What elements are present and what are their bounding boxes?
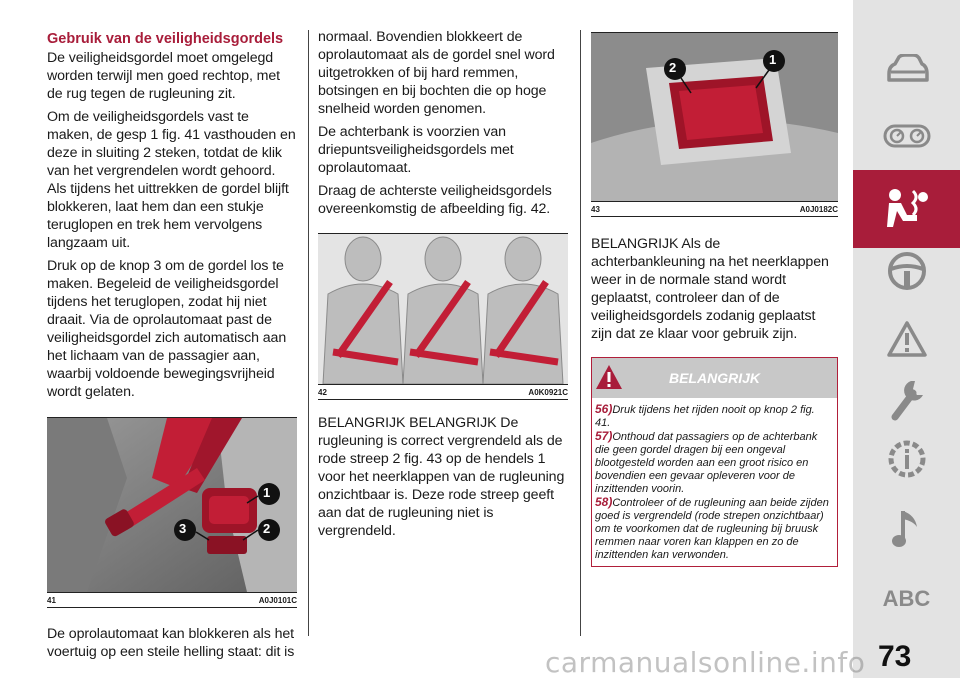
paragraph: Druk op de knop 3 om de gordel los te maken. Begeleid de veiligheidsgordel tijdens het teruglopen, zodat hij niet draait. Via de oprolautomaat past de veiligheidsgordel zich automatisch aan het lichaam van de passagier aan, waarbij voldoende bewegingsvrijheid wordt gelaten. — [47, 258, 287, 400]
steering-wheel-icon[interactable] — [853, 232, 960, 310]
figure-41 — [47, 417, 297, 608]
figure-marker-2: 2 — [263, 521, 271, 536]
figure-caption — [47, 592, 297, 607]
column-2 — [318, 28, 568, 545]
warning-header — [592, 358, 837, 398]
paragraph: normaal. Bovendien blokkeert de oprolautomaat als de gordel snel word uitgetrokken of bij hard remmen, botsingen en bij bochten die op hoge snelheid worden genomen. — [318, 29, 555, 117]
paragraph: Om de veiligheidsgordels vast te maken, de gesp 1 fig. 41 vasthouden en deze in sluiting 2 steken, totdat de klik van het vergrendelen wordt gehoord. Als tijdens het uittrekken de gordel blijft blokkeren, laat hem dan een stukje teruglopen en trek hem vervolgens langzaam uit. — [47, 109, 296, 251]
warning-body — [592, 398, 837, 566]
figure-number: 42 — [318, 388, 327, 397]
figure-43 — [591, 32, 838, 217]
paragraph: De oprolautomaat kan blokkeren als het voertuig op een steile helling staat: dit is — [47, 626, 295, 660]
figure-number: 41 — [47, 596, 56, 605]
page-number: 73 — [878, 640, 912, 673]
paragraph: De achterbank is voorzien van driepuntsveiligheidsgordels met oprolautomaat. — [318, 124, 514, 176]
chapter-sidebar — [853, 0, 960, 678]
watermark: carmanualsonline.info — [545, 646, 866, 678]
paragraph: Draag de achterste veiligheidsgordels overeenkomstig de afbeelding fig. 42. — [318, 183, 552, 217]
music-note-icon[interactable] — [853, 490, 960, 568]
figure-code: A0J0101C — [258, 596, 297, 605]
seatbelt-buckle-image — [47, 418, 297, 592]
paragraph: BELANGRIJK Als de achterbankleuning na het neerklappen weer in de normale stand wordt geplaatst, controleer dan of de veiligheidsgordels zodanig geplaatst zijn dat ze klaar voor gebruik zijn. — [591, 236, 829, 342]
figure-42 — [318, 233, 568, 400]
figure-code: A0K0921C — [528, 388, 568, 397]
figure-marker-1: 1 — [263, 485, 271, 500]
index-abc-tab[interactable]: ABC — [882, 586, 931, 611]
paragraph: BELANGRIJK BELANGRIJK De rugleuning is correct vergrendeld als de rode streep 2 fig. 43 op de hendels 1 voor het neerklappen van de rugleuning onzichtbaar is. Deze rode streep geeft aan dat de rugleuning niet is vergrendeld. — [318, 415, 565, 539]
paragraph: De veiligheidsgordel moet omgelegd worden terwijl men goed rechtop, met de rug tegen de rugleuning zit. — [47, 50, 280, 102]
technical-data-gear-icon[interactable] — [853, 420, 960, 498]
figure-code: A0J0182C — [799, 205, 838, 214]
figure-number: 43 — [591, 205, 600, 214]
warning-triangle-icon — [594, 363, 624, 394]
column-divider — [308, 30, 309, 636]
figure-caption — [318, 384, 568, 399]
seatback-release-image — [591, 33, 838, 201]
warning-item: 58)Controleer of de rugleuning aan beide zijden goed is vergrendeld (rode strepen onzichtbaar) om te voorkomen dat de rugleuning bij bruusk remmen naar voren kan klappen en zo de inzittenden kan verwonden. — [595, 495, 829, 561]
rear-seatbelts-image — [318, 234, 568, 384]
warning-item: 56)Druk tijdens het rijden nooit op knop 2 fig. 41. — [595, 402, 815, 429]
dashboard-gauges-icon[interactable] — [853, 97, 960, 175]
column-3 — [591, 28, 838, 567]
section-heading: Gebruik van de veiligheidsgordels — [47, 31, 284, 47]
warning-item: 57)Onthoud dat passagiers op de achterbank die geen gordel dragen bij een ongeval blootgesteld worden aan een groot risico en bovendien een gevaar opleveren voor de inzittenden voorin. — [595, 429, 818, 495]
column-1 — [47, 28, 297, 666]
warning-box — [591, 357, 838, 567]
warning-title: BELANGRIJK — [668, 370, 760, 386]
column-divider — [580, 30, 581, 636]
figure-marker-3: 3 — [179, 521, 187, 536]
figure-marker-2: 2 — [669, 60, 677, 75]
figure-caption — [591, 201, 838, 216]
figure-marker-1: 1 — [769, 52, 777, 67]
